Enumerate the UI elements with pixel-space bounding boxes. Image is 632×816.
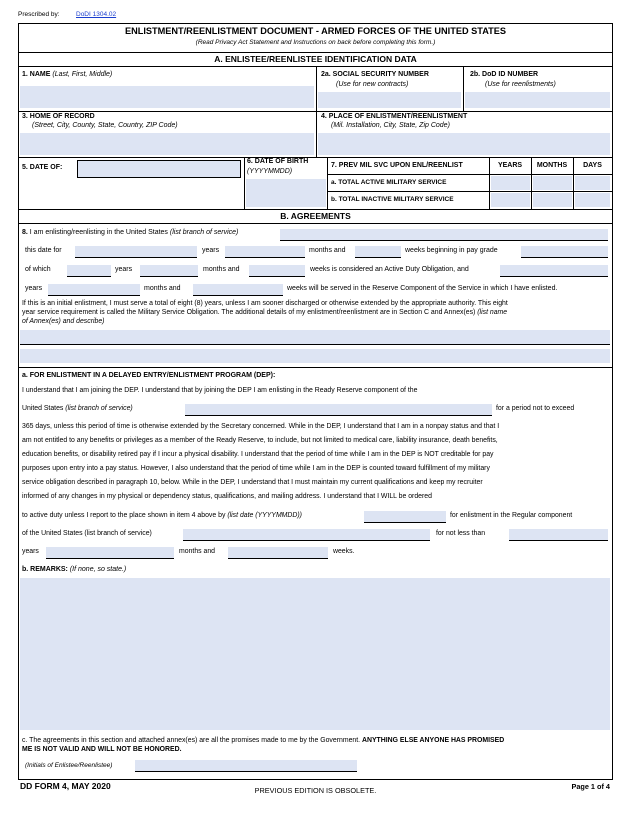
inactive-months-field[interactable] — [533, 193, 572, 207]
place-hint: (Mil. Installation, City, State, Zip Code) — [331, 122, 450, 129]
dob-field[interactable] — [246, 179, 326, 207]
place-field[interactable] — [318, 133, 610, 155]
name-label: 1. NAME (Last, First, Middle) — [22, 71, 113, 78]
active-months-field[interactable] — [533, 176, 572, 190]
active-years-field[interactable] — [491, 176, 530, 190]
l3-c: months and — [203, 266, 240, 273]
place-label: 4. PLACE OF ENLISTMENT/REENLISTMENT — [321, 113, 468, 120]
ado-weeks-field[interactable] — [249, 265, 305, 277]
name-field[interactable] — [20, 86, 314, 108]
annex-field-2[interactable] — [20, 349, 610, 363]
term-weeks-field[interactable] — [355, 246, 401, 258]
dep-4: am not entitled to any benefits or privileges as a member of the Ready Reserve, to include, but not limited to medical care, liability insurance, death benefits, — [22, 437, 498, 444]
l3-a: of which — [25, 266, 51, 273]
prev-svc-label: 7. PREV MIL SVC UPON ENL/REENLIST — [331, 162, 463, 169]
home-hint: (Street, City, County, State, Country, ZIP Code) — [32, 122, 178, 129]
form-subtitle: (Read Privacy Act Statement and Instructions on back before completing this form.) — [195, 39, 436, 46]
dep-2c: for a period not to exceed — [496, 405, 575, 412]
dep-title: a. FOR ENLISTMENT IN A DELAYED ENTRY/ENLISTMENT PROGRAM (DEP): — [22, 372, 276, 379]
dodid-label: 2b. DoD ID NUMBER — [470, 71, 539, 78]
prescribed-link[interactable]: DoDI 1304.02 — [76, 11, 117, 18]
l4-c: weeks will be served in the Reserve Component of the Service in which I have enlisted. — [287, 285, 558, 292]
dob-hint: (YYYYMMDD) — [247, 168, 293, 175]
initials-field[interactable] — [135, 760, 357, 772]
l4-a: years — [25, 285, 43, 292]
term-years-field[interactable] — [75, 246, 197, 258]
ado-years-field[interactable] — [67, 265, 111, 277]
col-days: DAYS — [583, 162, 602, 169]
dep-min-field[interactable] — [509, 529, 608, 541]
dep-5: education benefits, or disability retired pay if I incur a physical disability. I understand that the period of time while I am in the DEP is NOT creditable for pay — [22, 451, 494, 458]
col-years: YEARS — [497, 162, 523, 169]
home-label: 3. HOME OF RECORD — [22, 113, 95, 120]
l2-c: months and — [309, 247, 346, 254]
section-b-title: B. AGREEMENTS — [280, 211, 351, 221]
annex-field-1[interactable] — [20, 330, 610, 345]
col-months: MONTHS — [536, 162, 568, 169]
item8-text: 8. I am enlisting/reenlisting in the United States (list branch of service) — [22, 229, 239, 236]
initials-label: (Initials of Enlistee/Reenlistee) — [25, 762, 113, 769]
dodid-field[interactable] — [465, 92, 610, 108]
date-of-label: 5. DATE OF: — [22, 164, 63, 171]
dep-months-field[interactable] — [228, 547, 328, 559]
ado-extra-field[interactable] — [500, 265, 608, 277]
dep-11a: years — [22, 548, 39, 555]
initial-enlistment-2: year service requirement is called the Military Service Obligation. The additional details of my enlistment/reenlistment are in Section C and Annex(es) (list name — [22, 309, 508, 316]
dep-7: service obligation described in paragraph 10, below. While in the DEP, I understand that I must maintain my current qualifications and keep my recruiter — [22, 479, 483, 486]
dep-3: 365 days, unless this period of time is otherwise extended by the Secretary concerned. While in the DEP, I understand that I am in a nonpay status and that I — [22, 423, 500, 430]
inactive-days-field[interactable] — [575, 193, 610, 207]
form-title: ENLISTMENT/REENLISTMENT DOCUMENT - ARMED FORCES OF THE UNITED STATES — [124, 26, 507, 36]
ssn-field[interactable] — [318, 92, 461, 108]
initial-enlistment-1: If this is an initial enlistment, I must serve a total of eight (8) years, unless I am sooner discharged or otherwise extended by the appropriate authority. This eight — [22, 300, 508, 307]
row-active-label: a. TOTAL ACTIVE MILITARY SERVICE — [331, 179, 447, 186]
ssn-label: 2a. SOCIAL SECURITY NUMBER — [321, 71, 429, 78]
l2-b: years — [202, 247, 220, 254]
dep-6: purposes upon entry into a pay status. However, I also understand that the period of time while I am in the DEP is counted toward fulfillment of my military — [22, 465, 490, 472]
initial-enlistment-3: of Annex(es) and describe) — [22, 318, 105, 325]
prescribed-label: Prescribed by: — [18, 11, 60, 18]
active-days-field[interactable] — [575, 176, 610, 190]
term-months-field[interactable] — [225, 246, 305, 258]
dep-9: to active duty unless I report to the place shown in item 4 above by (list date (YYYYMMDD)) — [22, 512, 302, 519]
l2-d: weeks beginning in pay grade — [405, 247, 498, 254]
ssn-hint: (Use for new contracts) — [336, 81, 409, 88]
dep-11b: months and — [179, 548, 216, 555]
inactive-years-field[interactable] — [491, 193, 530, 207]
dep-regular-branch-field[interactable] — [183, 529, 430, 541]
dep-10a: of the United States (list branch of service) — [22, 530, 152, 537]
l3-d: weeks is considered an Active Duty Obligation, and — [310, 266, 469, 273]
remarks-label: b. REMARKS: (If none, so state.) — [22, 566, 127, 573]
branch-field[interactable] — [280, 229, 608, 241]
ado-months-field[interactable] — [140, 265, 198, 277]
page-number: Page 1 of 4 — [571, 782, 610, 791]
obsolete-notice: PREVIOUS EDITION IS OBSOLETE. — [254, 786, 377, 795]
remarks-field[interactable] — [20, 578, 610, 730]
dep-years-field[interactable] — [46, 547, 174, 559]
dob-label: 6. DATE OF BIRTH — [247, 158, 309, 165]
home-field[interactable] — [20, 133, 314, 155]
l4-b: months and — [144, 285, 181, 292]
dep-report-date-field[interactable] — [364, 511, 446, 523]
dodid-hint: (Use for reenlistments) — [485, 81, 556, 88]
dep-11c: weeks. — [333, 548, 355, 555]
c-text: c. The agreements in this section and attached annex(es) are all the promises made to me by the Government. ANYTHING ELSE ANYONE HAS PROMISED — [22, 737, 505, 744]
row-inactive-label: b. TOTAL INACTIVE MILITARY SERVICE — [331, 196, 454, 203]
reserve-years-field[interactable] — [48, 284, 140, 296]
form-id: DD FORM 4, MAY 2020 — [20, 781, 111, 791]
reserve-months-field[interactable] — [193, 284, 283, 296]
c-text-2: ME IS NOT VALID AND WILL NOT BE HONORED. — [22, 746, 182, 753]
section-a-title: A. ENLISTEE/REENLISTEE IDENTIFICATION DATA — [214, 54, 417, 64]
dep-1: I understand that I am joining the DEP. I understand that by joining the DEP I am enlisting in the Ready Reserve component of the — [22, 387, 418, 394]
paygrade-field[interactable] — [521, 246, 608, 258]
dep-10b: for not less than — [436, 530, 486, 537]
dep-2: United States (list branch of service) — [22, 405, 133, 412]
dep-branch-field[interactable] — [185, 404, 492, 416]
dep-8: informed of any changes in my physical or dependency status, qualifications, and mailing address. I understand that I WILL be ordered — [22, 493, 432, 500]
l3-b: years — [115, 266, 133, 273]
date-of-field[interactable] — [77, 160, 241, 178]
l2-a: this date for — [25, 247, 62, 254]
dep-9c: for enlistment in the Regular component — [450, 512, 573, 519]
